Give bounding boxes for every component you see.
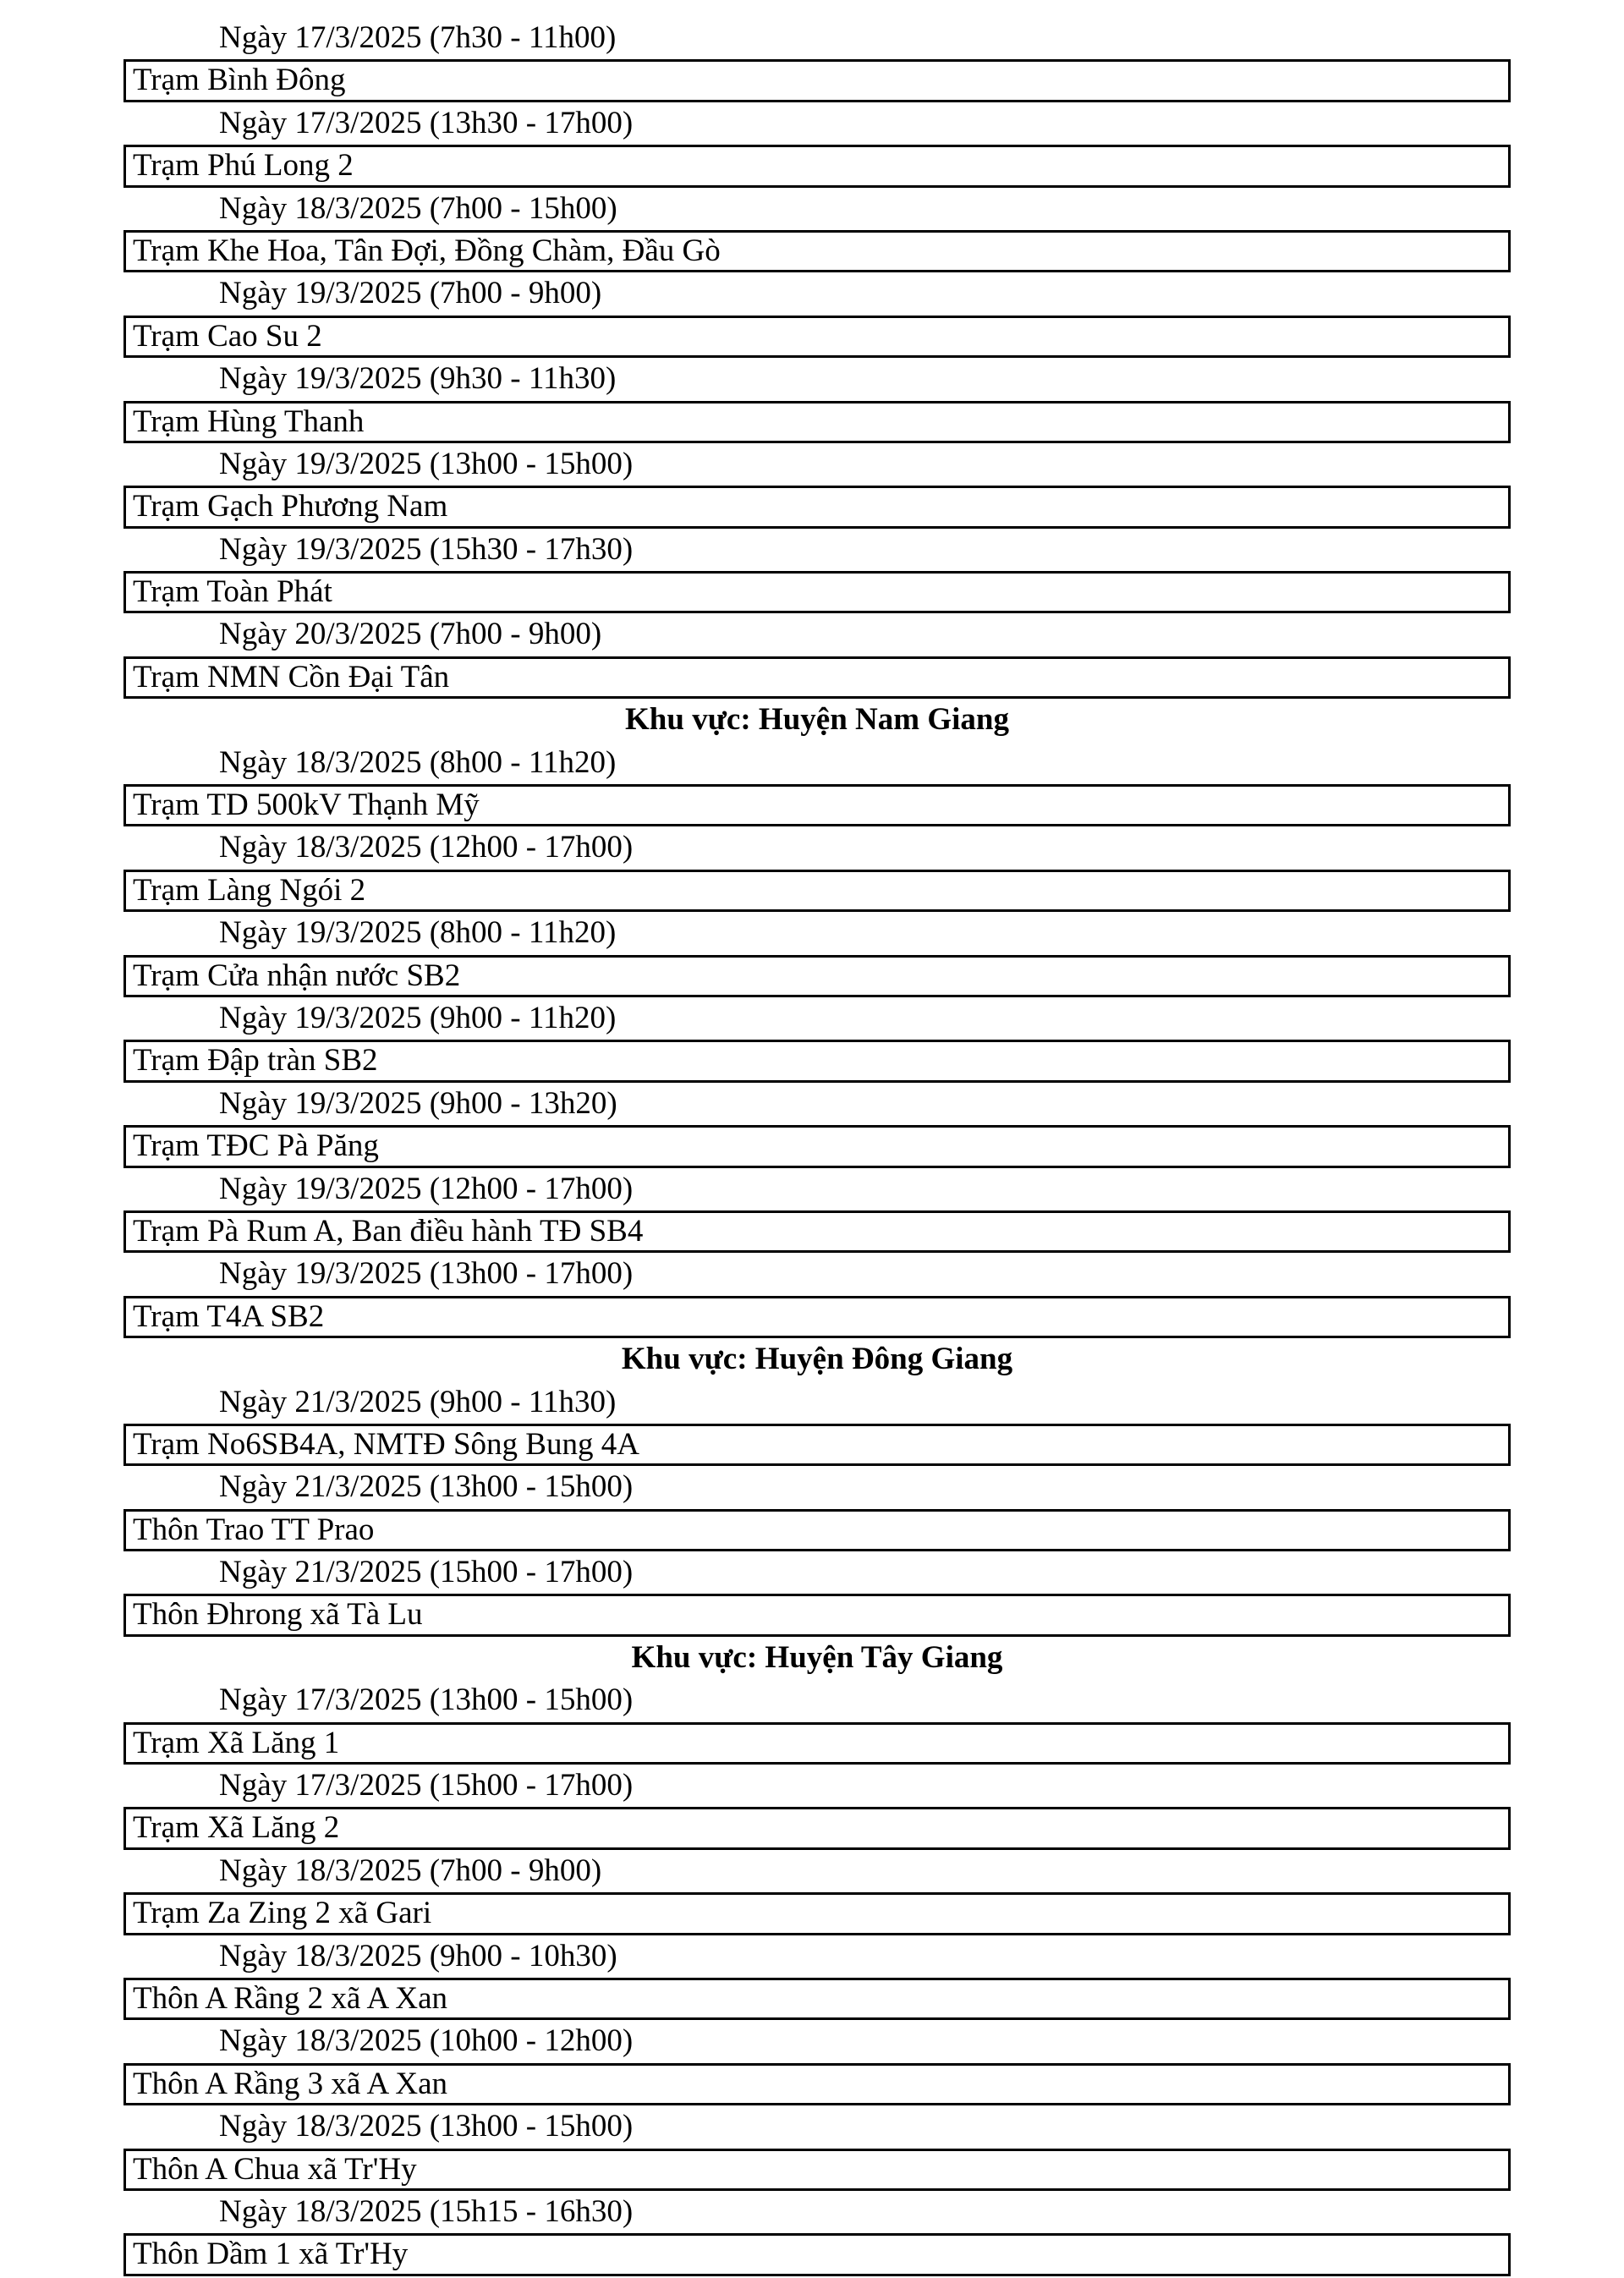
station-row: Trạm Xã Lăng 2 bbox=[123, 1807, 1511, 1849]
schedule-date-row: Ngày 18/3/2025 (9h00 - 10h30) bbox=[219, 1938, 617, 1973]
schedule-date-row: Ngày 17/3/2025 (15h00 - 17h00) bbox=[219, 1768, 634, 1803]
schedule-date-row: Ngày 21/3/2025 (9h00 - 11h30) bbox=[219, 1384, 617, 1419]
station-row: Trạm Cửa nhận nước SB2 bbox=[123, 955, 1511, 997]
station-row: Thôn A Chua xã Tr'Hy bbox=[123, 2149, 1511, 2191]
station-row: Thôn A Rầng 2 xã A Xan bbox=[123, 1978, 1511, 2020]
station-row: Thôn Đhrong xã Tà Lu bbox=[123, 1594, 1511, 1636]
schedule-date-row: Ngày 17/3/2025 (7h30 - 11h00) bbox=[219, 20, 617, 55]
schedule-date-row: Ngày 21/3/2025 (15h00 - 17h00) bbox=[219, 1555, 634, 1590]
schedule-date-row: Ngày 18/3/2025 (7h00 - 9h00) bbox=[219, 1853, 602, 1888]
schedule-date-row: Ngày 19/3/2025 (9h00 - 11h20) bbox=[219, 1000, 617, 1035]
station-row: Trạm NMN Cồn Đại Tân bbox=[123, 656, 1511, 699]
station-row: Trạm Phú Long 2 bbox=[123, 145, 1511, 187]
station-row: Thôn A Rầng 3 xã A Xan bbox=[123, 2063, 1511, 2105]
schedule-date-row: Ngày 19/3/2025 (9h30 - 11h30) bbox=[219, 361, 617, 397]
schedule-date-row: Ngày 18/3/2025 (12h00 - 17h00) bbox=[219, 830, 634, 865]
station-row: Trạm No6SB4A, NMTĐ Sông Bung 4A bbox=[123, 1424, 1511, 1466]
station-row: Thôn Trao TT Prao bbox=[123, 1509, 1511, 1551]
schedule-date-row: Ngày 19/3/2025 (7h00 - 9h00) bbox=[219, 276, 602, 311]
schedule-date-row: Ngày 19/3/2025 (9h00 - 13h20) bbox=[219, 1085, 617, 1121]
region-heading: Khu vực: Huyện Đông Giang bbox=[621, 1342, 1013, 1377]
station-row: Trạm Za Zing 2 xã Gari bbox=[123, 1892, 1511, 1935]
schedule-date-row: Ngày 18/3/2025 (15h15 - 16h30) bbox=[219, 2193, 634, 2229]
schedule-date-row: Ngày 18/3/2025 (8h00 - 11h20) bbox=[219, 744, 617, 780]
schedule-date-row: Ngày 20/3/2025 (7h00 - 9h00) bbox=[219, 617, 602, 652]
schedule-date-row: Ngày 21/3/2025 (13h00 - 15h00) bbox=[219, 1469, 634, 1505]
schedule-date-row: Ngày 19/3/2025 (13h00 - 15h00) bbox=[219, 446, 634, 481]
station-row: Trạm TĐC Pà Păng bbox=[123, 1125, 1511, 1167]
station-row: Trạm T4A SB2 bbox=[123, 1296, 1511, 1338]
schedule-date-row: Ngày 18/3/2025 (13h00 - 15h00) bbox=[219, 2109, 634, 2144]
schedule-date-row: Ngày 19/3/2025 (8h00 - 11h20) bbox=[219, 915, 617, 951]
region-heading: Khu vực: Huyện Nam Giang bbox=[625, 702, 1009, 738]
station-row: Trạm Khe Hoa, Tân Đợi, Đồng Chàm, Đầu Gò bbox=[123, 230, 1511, 272]
station-row: Trạm Xã Lăng 1 bbox=[123, 1722, 1511, 1765]
station-row: Trạm Đập tràn SB2 bbox=[123, 1040, 1511, 1082]
station-row: Thôn Dầm 1 xã Tr'Hy bbox=[123, 2233, 1511, 2275]
station-row: Trạm TD 500kV Thạnh Mỹ bbox=[123, 784, 1511, 826]
region-heading: Khu vực: Huyện Tây Giang bbox=[631, 1639, 1003, 1675]
schedule-date-row: Ngày 17/3/2025 (13h00 - 15h00) bbox=[219, 1682, 634, 1718]
schedule-date-row: Ngày 18/3/2025 (10h00 - 12h00) bbox=[219, 2023, 634, 2059]
schedule-date-row: Ngày 18/3/2025 (7h00 - 15h00) bbox=[219, 190, 617, 226]
schedule-date-row: Ngày 17/3/2025 (13h30 - 17h00) bbox=[219, 105, 634, 140]
schedule-date-row: Ngày 19/3/2025 (15h30 - 17h30) bbox=[219, 531, 634, 567]
station-row: Trạm Làng Ngói 2 bbox=[123, 870, 1511, 912]
schedule-date-row: Ngày 19/3/2025 (13h00 - 17h00) bbox=[219, 1256, 634, 1292]
station-row: Trạm Pà Rum A, Ban điều hành TĐ SB4 bbox=[123, 1210, 1511, 1253]
schedule-date-row: Ngày 19/3/2025 (12h00 - 17h00) bbox=[219, 1171, 634, 1206]
station-row: Trạm Hùng Thanh bbox=[123, 401, 1511, 443]
station-row: Trạm Cao Su 2 bbox=[123, 316, 1511, 358]
station-row: Trạm Toàn Phát bbox=[123, 571, 1511, 613]
station-row: Trạm Gạch Phương Nam bbox=[123, 486, 1511, 528]
outage-schedule-document bbox=[123, 17, 1511, 2276]
station-row: Trạm Bình Đông bbox=[123, 59, 1511, 102]
